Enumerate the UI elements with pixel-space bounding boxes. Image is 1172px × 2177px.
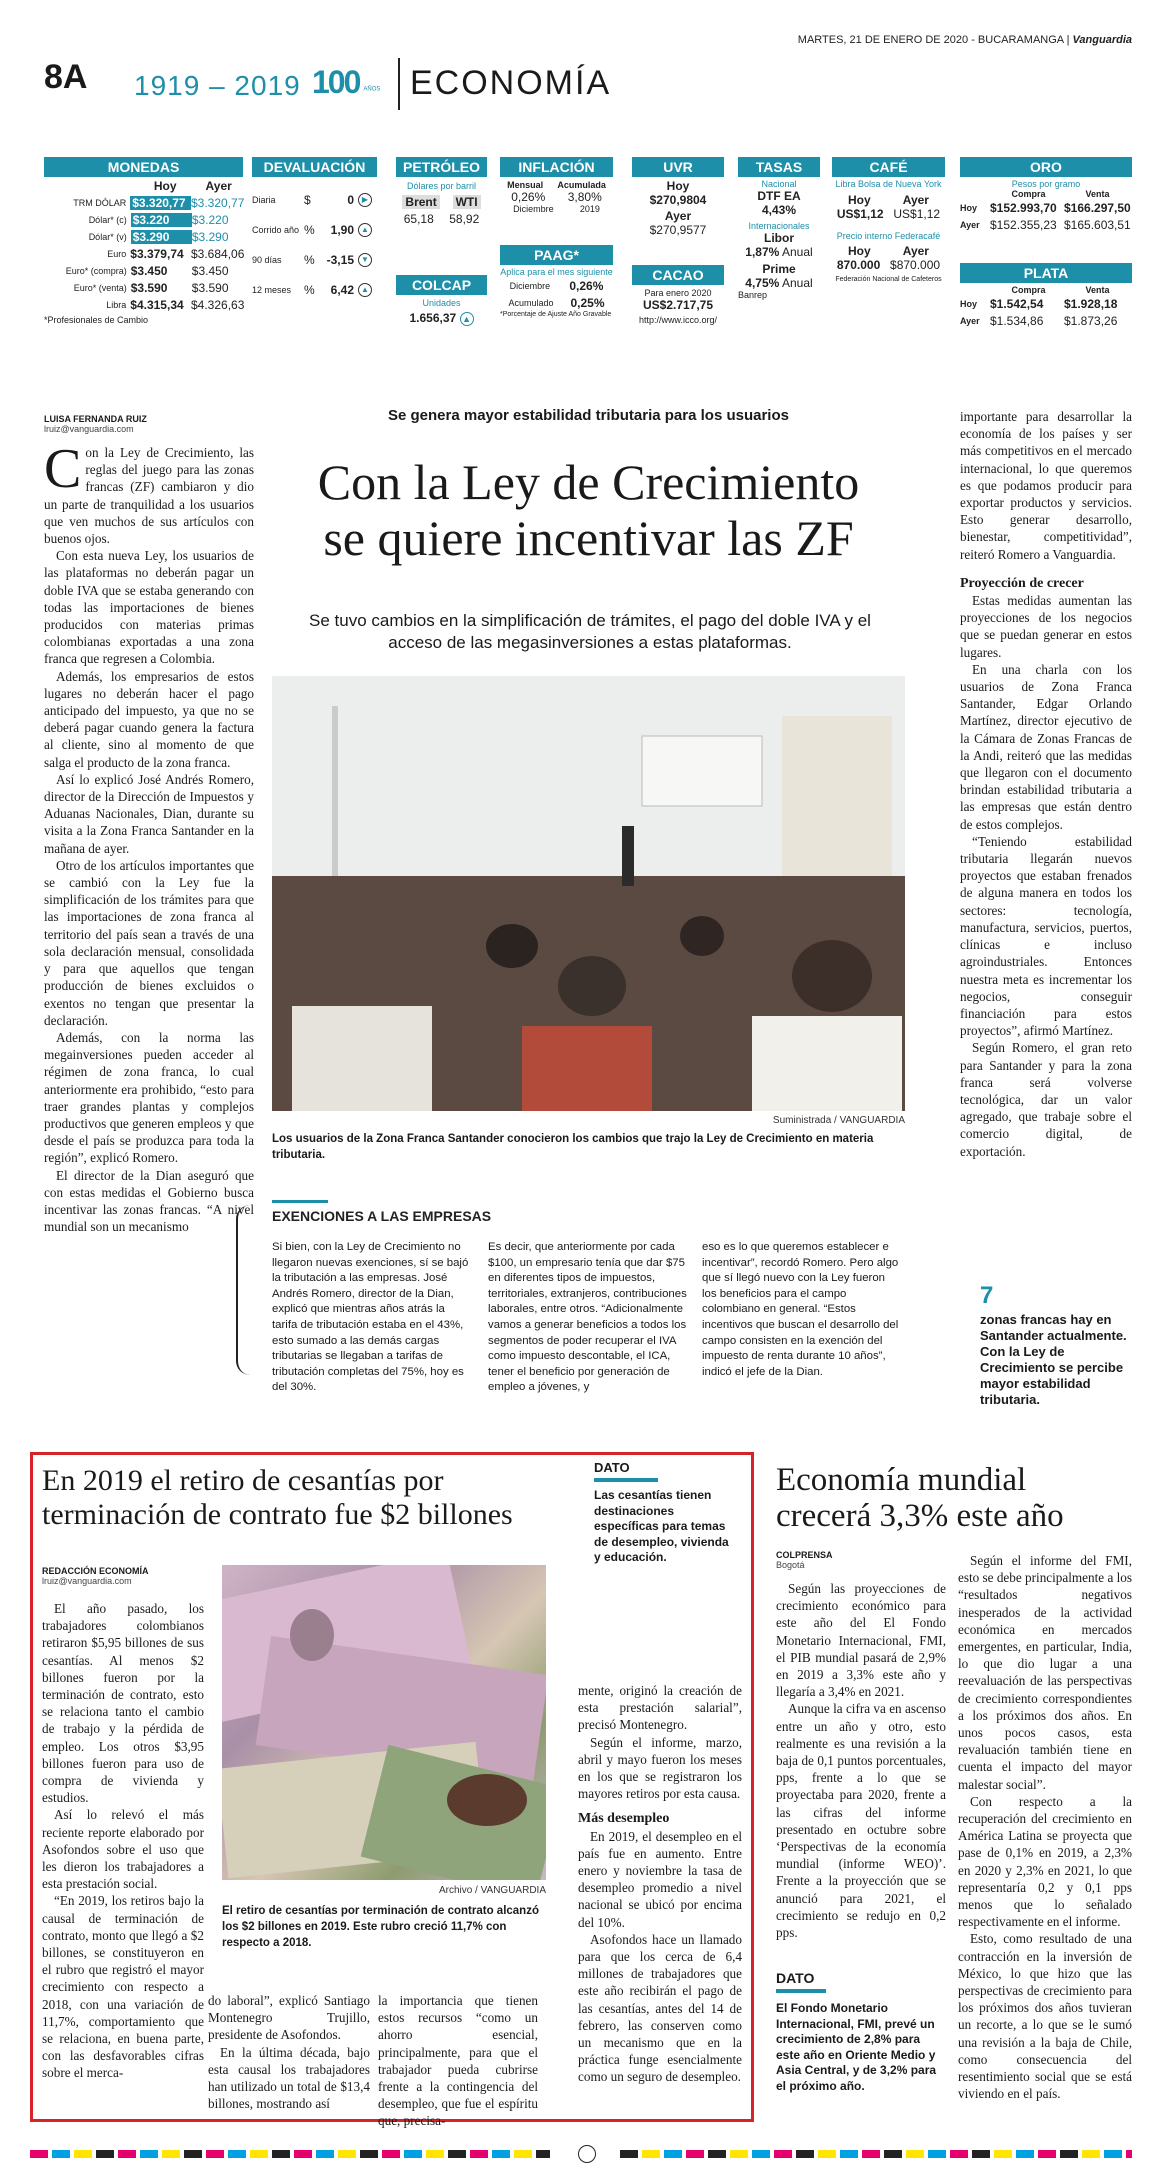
color-bar-left <box>30 2150 550 2158</box>
devaluacion-row-value: 6,42 <box>330 283 354 297</box>
ces-col2-p1: do laboral”, explicó Santiago Montenegro Trujillo, presidente de Asofondos. <box>208 1993 370 2043</box>
plata-hoy-label: Hoy <box>960 298 978 309</box>
main-col1-paragraph: Otro de los artículos importantes que se cambió con la Ley fue la simplificación de los trámites para que las importaciones de zona franca al territorio del país sean a través de una sola declaración mensual, consolidada y para que aquellos que tengan producción de bienes excluidos o exentos no tengan que presentar la declaración. <box>44 857 254 1028</box>
plata-title: PLATA <box>960 263 1132 283</box>
plata-compra-label: Compra <box>1011 285 1046 295</box>
devaluacion-title: DEVALUACIÓN <box>252 157 377 177</box>
mun-col2-paragraph: Con respecto a la recuperación del crecimiento en América Latina se proyecta que pase de 0,1% en 2019, a 2,3% en 2020 y 2,3% en 2021, lo que representaría 0,2 y 0,1 pps menos que lo señalado respectivamente en el informe. <box>958 1793 1132 1930</box>
mun-col2-paragraph: Según el informe del FMI, esto se debe principalmente a los “resultados negativos inesperados de la actividad económica en mercados emergentes, en particular, India, lo que dio lugar a una reevaluación de las perspectivas de crecimiento correspondientes a los próximos dos años. En unos pocos casos, esta revaluación también tiene en cuenta el impacto del mayor malestar social”. <box>958 1553 1132 1792</box>
mundial-place: Bogotá <box>776 1560 805 1570</box>
ces-col2-p2: En la última década, bajo esta causal los trabajadores han utilizado un total de $13,4 billones, mostrando así <box>208 2044 370 2112</box>
tasas-libor-unit: Anual <box>782 245 813 259</box>
main-col1-paragraph: Así lo explicó José Andrés Romero, director de la Dirección de Impuestos y Aduanas Nacionales, Dian, durante su visita a la Zona Franca Santander en la mañana de ayer. <box>44 771 254 856</box>
devaluacion-row-value: -3,15 <box>326 253 354 267</box>
cafe-hoy-value: US$1,12 <box>836 207 884 221</box>
cesantias-dato-bar <box>594 1478 658 1482</box>
inflacion-mensual-value: 0,26% <box>511 190 546 204</box>
main-headline <box>272 454 905 566</box>
tasas-dtf-value: 4,43% <box>761 203 797 217</box>
tasas-title: TASAS <box>738 157 820 177</box>
plata-hoy-venta: $1.928,18 <box>1064 296 1118 311</box>
devaluacion-row-label: Corrido año <box>252 225 300 235</box>
mundial-col-1 <box>776 1580 946 1941</box>
main-right-col-paragraph: Según Romero, el gran reto para Santander y para la zona franca será volverse tecnológica, dar un valor agregado, que trabaje sobre el comercio digital, de exportación. <box>960 1040 1132 1159</box>
monedas-note: *Profesionales de Cambio <box>44 315 149 325</box>
cesantias-col-1 <box>42 1600 204 2082</box>
monedas-row <box>44 279 243 296</box>
oro-venta-label: Venta <box>1085 189 1110 199</box>
plata-panel <box>960 263 1132 329</box>
tasas-prime-unit: Anual <box>782 276 813 290</box>
inflacion-panel <box>500 157 613 214</box>
plata-ayer-compra: $1.534,86 <box>990 313 1044 328</box>
main-col1-paragraph: Con esta nueva Ley, los usuarios de las plataformas no deberán pagar un doble IVA que se estaba generando con todas las importaciones de bienes producidos con materias primas colombianas exportadas a una zona franca que regresen a Colombia. <box>44 548 254 667</box>
oro-ayer-compra: $152.355,23 <box>990 217 1057 232</box>
ces-col1-paragraph: El año pasado, los trabajadores colombianos retiraron $5,95 billones de sus cesantías. Al menos $2 billones fueron por la terminación de contrato, esto se relaciona tanto el cambio de trabajo y la pérdida de empleo. Los otros $3,95 billones fueron para uso de compra de vivienda y estudios. <box>42 1601 204 1806</box>
main-right-col-paragraph: Estas medidas aumentan las proyecciones de los negocios que se puedan generar en estos lugares. <box>960 593 1132 660</box>
up-arrow-icon: ▲ <box>460 312 474 326</box>
section-title: ECONOMÍA <box>410 64 612 102</box>
cafe-panel <box>832 157 945 283</box>
paag-panel <box>500 245 613 318</box>
cafe-title: CAFÉ <box>832 157 945 177</box>
cesantias-email: lruiz@vanguardia.com <box>42 1576 132 1586</box>
inflacion-acumulada-value: 3,80% <box>567 190 602 204</box>
cesantias-photo-credit: Archivo / VANGUARDIA <box>438 1885 546 1896</box>
monedas-row-hoy: $3.379,74 <box>130 246 184 261</box>
monedas-rows <box>44 194 243 313</box>
devaluacion-row-unit: % <box>304 283 315 297</box>
monedas-panel <box>44 157 243 325</box>
mundial-dato <box>776 1970 946 2094</box>
monedas-row <box>44 245 243 262</box>
devaluacion-row-value: 0 <box>347 193 354 207</box>
oro-title: ORO <box>960 157 1132 177</box>
main-deck: Se tuvo cambios en la simplificación de trámites, el pago del doble IVA y el acceso de las megasinversiones a estas plataformas. <box>309 611 871 652</box>
petroleo-brent-value: 65,18 <box>403 212 434 226</box>
monedas-row-label: Libra <box>106 299 127 310</box>
tasas-panel <box>738 157 820 300</box>
oro-panel <box>960 157 1132 233</box>
petroleo-wti-label: WTI <box>453 195 481 209</box>
exenciones-col-3: eso es lo que queremos establecer e incentivar”, recordó Romero. Pero algo que sí llegó nuevo con la Ley fueron los beneficios para el campo colombiano en general. “Estos incentivos que buscan el desarrollo del campo consisten en la exención del impuesto de renta durante 10 años”, indicó el jefe de la Dian. <box>702 1241 899 1378</box>
monedas-row <box>44 228 243 245</box>
paag-r2-value: 0,25% <box>570 295 605 310</box>
monedas-row-hoy: $3.450 <box>130 263 168 278</box>
trend-arrow-icon: ▲ <box>358 223 372 237</box>
mun-col1-paragraph: Aunque la cifra va en ascenso entre un año y otro, esto realmente es una revisión a la baja de 0,1 puntos porcentuales, pps, frente a lo que se proyectaba para 2020, frente a las cifras del informe presentado en octubre sobre ‘Perspectivas de la economía mundial (informe WEO)’. Frente a la proyección que se anunció para 2021, el crecimiento se redujo en 0,2 pps. <box>776 1701 946 1941</box>
tasas-note: Banrep <box>738 290 768 300</box>
oro-hoy-label: Hoy <box>960 202 978 213</box>
ces-col1-paragraph: “En 2019, los retiros bajo la causal de terminación de contrato, monto que llegó a $2 billones, se constituyeron en el rubro que registró el mayor crecimiento con respecto a 2018, con una variación de 11,7%, comportamiento que se relaciona, en buena parte, con las desfavorables cifras sobre el merca- <box>42 1893 204 2081</box>
cesantias-dato <box>594 1460 734 1566</box>
monedas-row-label: Euro <box>107 248 127 259</box>
inflacion-periodo: Diciembre <box>513 204 554 214</box>
devaluacion-row <box>252 275 377 305</box>
ces-col4-subhead: Más desempleo <box>578 1811 670 1827</box>
monedas-row-hoy: $3.220 <box>131 213 192 227</box>
mundial-byline <box>776 1550 833 1570</box>
monedas-row <box>44 262 243 279</box>
dropcap: C <box>44 438 82 500</box>
ces-col4-p3: En 2019, el desempleo en el país fue en aumento. Entre enero y noviembre la tasa de desempleo promedio a nivel nacional se ubicó por encima del 10%. <box>578 1828 742 1930</box>
monedas-title: MONEDAS <box>44 157 243 177</box>
mun-col1-paragraph: Según las proyecciones de crecimiento económico para este año del El Fondo Monetario Internacional, FMI, el PIB mundial pasará de 2,9% en 2019 a 3,3% este año y llegaría a 3,4% en 2021. <box>776 1581 946 1700</box>
main-photo-caption: Los usuarios de la Zona Franca Santander conocieron los cambios que trajo la Ley de Crecimiento en materia tributaria. <box>272 1133 874 1161</box>
anniversary-number: 100 <box>312 64 360 100</box>
paag-r1-value: 0,26% <box>569 278 604 293</box>
ces-col3-p1: la importancia que tienen estos recursos “como un ahorro esencial, principalmente, para que el trabajador pueda cubrirse frente a la contingencia del desempleo, que fue el espíritu que, precisa- <box>378 1993 538 2129</box>
uvr-panel <box>632 157 724 237</box>
exenciones-bar <box>272 1200 328 1203</box>
main-col1-paragraph: Además, con la norma las megainversiones pueden acceder al régimen de zona franca, lo cual anteriormente era prohibido, “esto para traer grandes plantas y complejos productivos que generen empleos y que desde el país se produzca para toda la región”, explicó Romero. <box>44 1029 254 1166</box>
registration-mark-icon <box>578 2145 596 2163</box>
cacao-note: http://www.icco.org/ <box>638 315 718 325</box>
ces-col4-p2: Según el informe, marzo, abril y mayo fueron los meses en los que se registraron los mayores retiros por esta causa. <box>578 1734 742 1802</box>
oro-ayer-venta: $165.603,51 <box>1064 217 1131 232</box>
mundial-dato-text: El Fondo Monetario Internacional, FMI, prevé un crecimiento de 2,8% para este año en Oriente Medio y Asia Central, y de 3,2% para el próximo año. <box>776 2001 937 2093</box>
inflacion-acumulada-label: Acumulada <box>557 180 606 190</box>
masthead-divider <box>398 58 400 110</box>
monedas-row-ayer: $4.326,63 <box>191 297 245 312</box>
cacao-sub: Para enero 2020 <box>644 288 712 298</box>
devaluacion-row <box>252 215 377 245</box>
oro-ayer-label: Ayer <box>960 219 980 230</box>
fact-text: zonas francas hay en Santander actualmente. Con la Ley de Crecimiento se percibe mayor estabilidad tributaria. <box>980 1312 1127 1407</box>
monedas-row <box>44 211 243 228</box>
petroleo-brent-label: Brent <box>402 195 439 209</box>
oro-hoy-venta: $166.297,50 <box>1064 200 1131 215</box>
cacao-panel <box>632 265 724 325</box>
uvr-hoy-label: Hoy <box>666 179 690 193</box>
monedas-row-label: Dólar* (c) <box>88 214 127 225</box>
trend-arrow-icon: ▲ <box>358 283 372 297</box>
cafe-interno-hoy: 870.000 <box>836 258 881 272</box>
monedas-row-label: Dólar* (v) <box>88 231 127 242</box>
colcap-sub: Unidades <box>422 298 461 308</box>
inflacion-anio: 2019 <box>579 204 600 214</box>
cafe-interno-ayer: $870.000 <box>890 258 941 272</box>
monedas-row-ayer: $3.684,06 <box>191 246 245 261</box>
petroleo-sub: Dólares por barril <box>406 181 477 191</box>
cesantias-photo-caption: El retiro de cesantías por terminación de contrato alcanzó los $2 billones en 2019. Este rubro creció 11,7% con respecto a 2018. <box>222 1905 539 1949</box>
banknotes-photo <box>222 1565 546 1880</box>
tasas-prime-value: 4,75% <box>745 276 780 290</box>
main-author-email: lruiz@vanguardia.com <box>44 424 134 434</box>
colcap-title: COLCAP <box>396 275 487 295</box>
main-byline <box>44 414 224 434</box>
ces-col1-paragraph: Así lo relevó el más reciente reporte elaborado por Asofondos sobre el uso que les dieron los trabajadores a esta prestación social. <box>42 1807 204 1892</box>
devaluacion-row-label: 90 días <box>252 255 282 265</box>
paag-title: PAAG* <box>500 245 613 265</box>
inflacion-title: INFLACIÓN <box>500 157 613 177</box>
main-right-col-paragraph: “Teniendo estabilidad tributaria llegarán nuevos proyectos que estaban frenados de alguna manera en todos los sectores: tecnología, manufactura, servicios, puertos, clínicas e incluso agroindustriales. Entonces nuestra meta es incrementar los negocios, conseguir financiación para estos proyectos”, afirmó Martínez. <box>960 833 1132 1039</box>
years-label: 1919 – 2019 <box>134 70 301 101</box>
monedas-row-hoy: $3.320,77 <box>130 196 191 210</box>
exenciones-bracket <box>236 1205 252 1375</box>
cesantias-author: REDACCIÓN ECONOMÍA <box>42 1566 149 1576</box>
plata-hoy-compra: $1.542,54 <box>990 296 1044 311</box>
devaluacion-row-label: Diaria <box>252 195 276 205</box>
monedas-row-ayer: $3.450 <box>191 263 229 278</box>
tasas-sub1: Nacional <box>761 179 797 189</box>
oro-compra-label: Compra <box>1011 189 1046 199</box>
cafe-hoy-label: Hoy <box>848 193 871 207</box>
monedas-col-hoy: Hoy <box>153 178 177 193</box>
main-kicker: Se genera mayor estabilidad tributaria para los usuarios <box>388 407 789 424</box>
devaluacion-row-unit: % <box>304 253 315 267</box>
plata-ayer-venta: $1.873,26 <box>1064 313 1118 328</box>
oro-hoy-compra: $152.993,70 <box>990 200 1057 215</box>
cesantias-photo <box>222 1565 546 1880</box>
paag-note: *Porcentaje de Ajuste Año Gravable <box>500 311 612 318</box>
cacao-title: CACAO <box>632 265 724 285</box>
uvr-hoy-value: $270,9804 <box>649 193 707 207</box>
conference-photo <box>272 676 905 1111</box>
monedas-row <box>44 194 243 211</box>
cesantias-col-4 <box>578 1682 742 2086</box>
tasas-sub2: Internacionales <box>748 221 810 231</box>
monedas-row-label: Euro* (venta) <box>73 282 127 293</box>
devaluacion-panel <box>252 157 377 305</box>
cafe-ayer-value: US$1,12 <box>893 207 941 221</box>
tasas-libor-label: Libor <box>764 231 794 245</box>
mundial-headline: Economía mundial crecerá 3,3% este año <box>776 1462 1064 1534</box>
main-col1-paragraph: El director de la Dian aseguró que con estas medidas el Gobierno busca incentivar las zonas francas. “A nivel mundial son un mecanismo <box>44 1167 254 1235</box>
mundial-dato-bar <box>776 1989 826 1993</box>
monedas-row-ayer: $3.320,77 <box>191 195 245 210</box>
cafe-note: Federación Nacional de Cafeteros <box>835 276 942 283</box>
colcap-panel <box>396 275 487 326</box>
main-right-col-paragraph: En una charla con los usuarios de Zona Franca Santander, Edgar Orlando Martínez, director ejecutivo de la Cámara de Zonas Francas de la Andi, reiteró que las medidas que llegaron con el documento brindan estabilidad tributaria a las empresas que están dentro de estos complejos. <box>960 661 1132 832</box>
cafe-sub2: Precio interno Federacafé <box>836 231 941 241</box>
inflacion-mensual-label: Mensual <box>507 180 544 190</box>
monedas-row-ayer: $3.590 <box>191 280 229 295</box>
plata-ayer-label: Ayer <box>960 315 980 326</box>
monedas-row-hoy: $3.590 <box>130 280 168 295</box>
oro-sub: Pesos por gramo <box>1011 179 1081 189</box>
monedas-row-label: TRM DÓLAR <box>73 197 127 208</box>
cesantias-col-3 <box>378 1992 538 2130</box>
exenciones-title: EXENCIONES A LAS EMPRESAS <box>272 1208 492 1224</box>
paag-r2-label: Acumulado <box>508 297 554 308</box>
ces-col4-p1: mente, originó la creación de esta prestación salarial”, precisó Montenegro. <box>578 1683 742 1733</box>
devaluacion-row-unit: % <box>304 223 315 237</box>
dateline: MARTES, 21 DE ENERO DE 2020 - BUCARAMANGA | Vanguardia <box>797 34 1132 46</box>
cafe-ayer-label: Ayer <box>902 193 929 207</box>
anniversary-small: AÑOS <box>363 86 381 93</box>
devaluacion-rows <box>252 185 377 305</box>
devaluacion-row <box>252 245 377 275</box>
main-col1-paragraph: on la Ley de Crecimiento, las reglas del juego para las zonas francas (ZF) cambiaron y dio un parte de tranquilidad a los usuarios que ven muchos de sus artículos con buenos ojos. <box>44 445 254 547</box>
petroleo-wti-value: 58,92 <box>449 212 480 226</box>
anniversary-logo <box>312 64 386 104</box>
cesantias-dato-title: DATO <box>594 1460 630 1475</box>
exenciones-col-1: Si bien, con la Ley de Crecimiento no llegaron nuevas exenciones, sí se bajó la tributación a las empresas. José Andrés Romero, director de la Dian, explicó que mientras años atrás la tarifa de tributación estaba en el 43%, esto sumado a las demás cargas tributarias se llegaban a tarifas de tributación completas del 75%, hoy es del 30%. <box>272 1241 469 1394</box>
monedas-col-ayer: Ayer <box>205 178 232 193</box>
uvr-ayer-label: Ayer <box>664 209 692 223</box>
petroleo-panel <box>396 157 487 226</box>
main-right-subhead: Proyección de crecer <box>960 575 1084 591</box>
monedas-row-hoy: $3.290 <box>131 230 192 244</box>
monedas-row-ayer: $3.220 <box>191 212 229 227</box>
paag-r1-label: Diciembre <box>509 280 551 291</box>
uvr-title: UVR <box>632 157 724 177</box>
ces-col4-p4: Asofondos hace un llamado para que los cerca de 6,4 millones de trabajadores que este año recibirán el pago de las cesantías, antes del 14 de febrero, las conserven como un mecanismo que en la práctica funge esencialmente como un seguro de desempleo. <box>578 1931 742 2085</box>
tasas-prime-label: Prime <box>762 262 796 276</box>
devaluacion-row-label: 12 meses <box>252 285 292 295</box>
main-col1-paragraph: Además, los empresarios de estos lugares no deberán hacer el pago anticipado del impuesto, ya que no se deberá pagar cuando genera la factura al cliente, sino al momento de que salga el producto de la zona franca. <box>44 668 254 770</box>
mun-col2-paragraph: Esto, como resultado de una contracción en la inversión de México, lo que hizo que las perspectivas de crecimiento para los próximos dos años tuvieran un recorte, a lo que se le sumó una revisión a la baja de Chile, como consecuencia del resentimiento social que se está viviendo en el país. <box>958 1931 1132 2102</box>
cafe-ayer-label-2: Ayer <box>902 244 929 258</box>
tasas-libor-value: 1,87% <box>745 245 780 259</box>
main-headline-line1: Con la Ley de Crecimiento <box>317 454 860 510</box>
main-right-p1: importante para desarrollar la economía de los países y ser más competitivos en el mercado internacional, lo que queremos es que podamos producir para exportar productos y servicios. Esto generar desarrollo, bienestar, competitividad”, reiteró Romero a Vanguardia. <box>960 409 1132 562</box>
monedas-row-ayer: $3.290 <box>191 229 229 244</box>
cafe-hoy-label-2: Hoy <box>848 244 871 258</box>
colcap-value: 1.656,37 <box>409 311 457 325</box>
trend-arrow-icon: ▼ <box>358 253 372 267</box>
page-number: 8A <box>44 58 88 96</box>
devaluacion-row-value: 1,90 <box>330 223 354 237</box>
fact-number: 7 <box>980 1282 994 1309</box>
cafe-sub: Libra Bolsa de Nueva York <box>835 179 942 189</box>
exenciones-col-2: Es decir, que anteriormente por cada $100, un empresario tenía que dar $75 en diferentes tipos de impuestos, territoriales, extranjeros, contribuciones laborales, entre otros. “Adicionalmente vamos a generar beneficios a todos los segmentos de poder recuperar el IVA como impuesto descontable, el ICA, tener el beneficio por generación de empleo a jóvenes, y <box>488 1241 687 1394</box>
cesantias-dato-text: Las cesantías tienen destinaciones específicas para temas de desempleo, vivienda y educación. <box>594 1488 729 1564</box>
petroleo-title: PETRÓLEO <box>396 157 487 177</box>
monedas-row-hoy: $4.315,34 <box>130 297 184 312</box>
mundial-dato-title: DATO <box>776 1970 815 1986</box>
main-col-right <box>960 408 1132 1160</box>
brand-name: Vanguardia <box>1072 34 1132 46</box>
main-col-1 <box>44 438 254 1235</box>
cesantias-col-2 <box>208 1992 370 2112</box>
cacao-value: US$2.717,75 <box>642 298 714 312</box>
mundial-author: COLPRENSA <box>776 1550 833 1560</box>
color-bar-right <box>620 2150 1132 2158</box>
tasas-dtf-label: DTF EA <box>757 189 801 203</box>
uvr-ayer-value: $270,9577 <box>649 223 707 237</box>
paag-sub: Aplica para el mes siguiente <box>500 267 613 277</box>
devaluacion-row-unit: $ <box>304 193 311 207</box>
main-author: LUISA FERNANDA RUIZ <box>44 414 147 424</box>
devaluacion-row <box>252 185 377 215</box>
mundial-col-2 <box>958 1552 1132 2103</box>
monedas-row-label: Euro* (compra) <box>65 265 127 276</box>
main-photo <box>272 676 905 1111</box>
plata-venta-label: Venta <box>1085 285 1110 295</box>
main-photo-credit: Suministrada / VANGUARDIA <box>772 1115 905 1126</box>
main-headline-line2: se quiere incentivar las ZF <box>323 510 854 566</box>
cesantias-headline: En 2019 el retiro de cesantías por terminación de contrato fue $2 billones <box>42 1464 513 1531</box>
monedas-row <box>44 296 243 313</box>
trend-arrow-icon: ▶ <box>358 193 372 207</box>
cesantias-byline <box>42 1566 149 1586</box>
